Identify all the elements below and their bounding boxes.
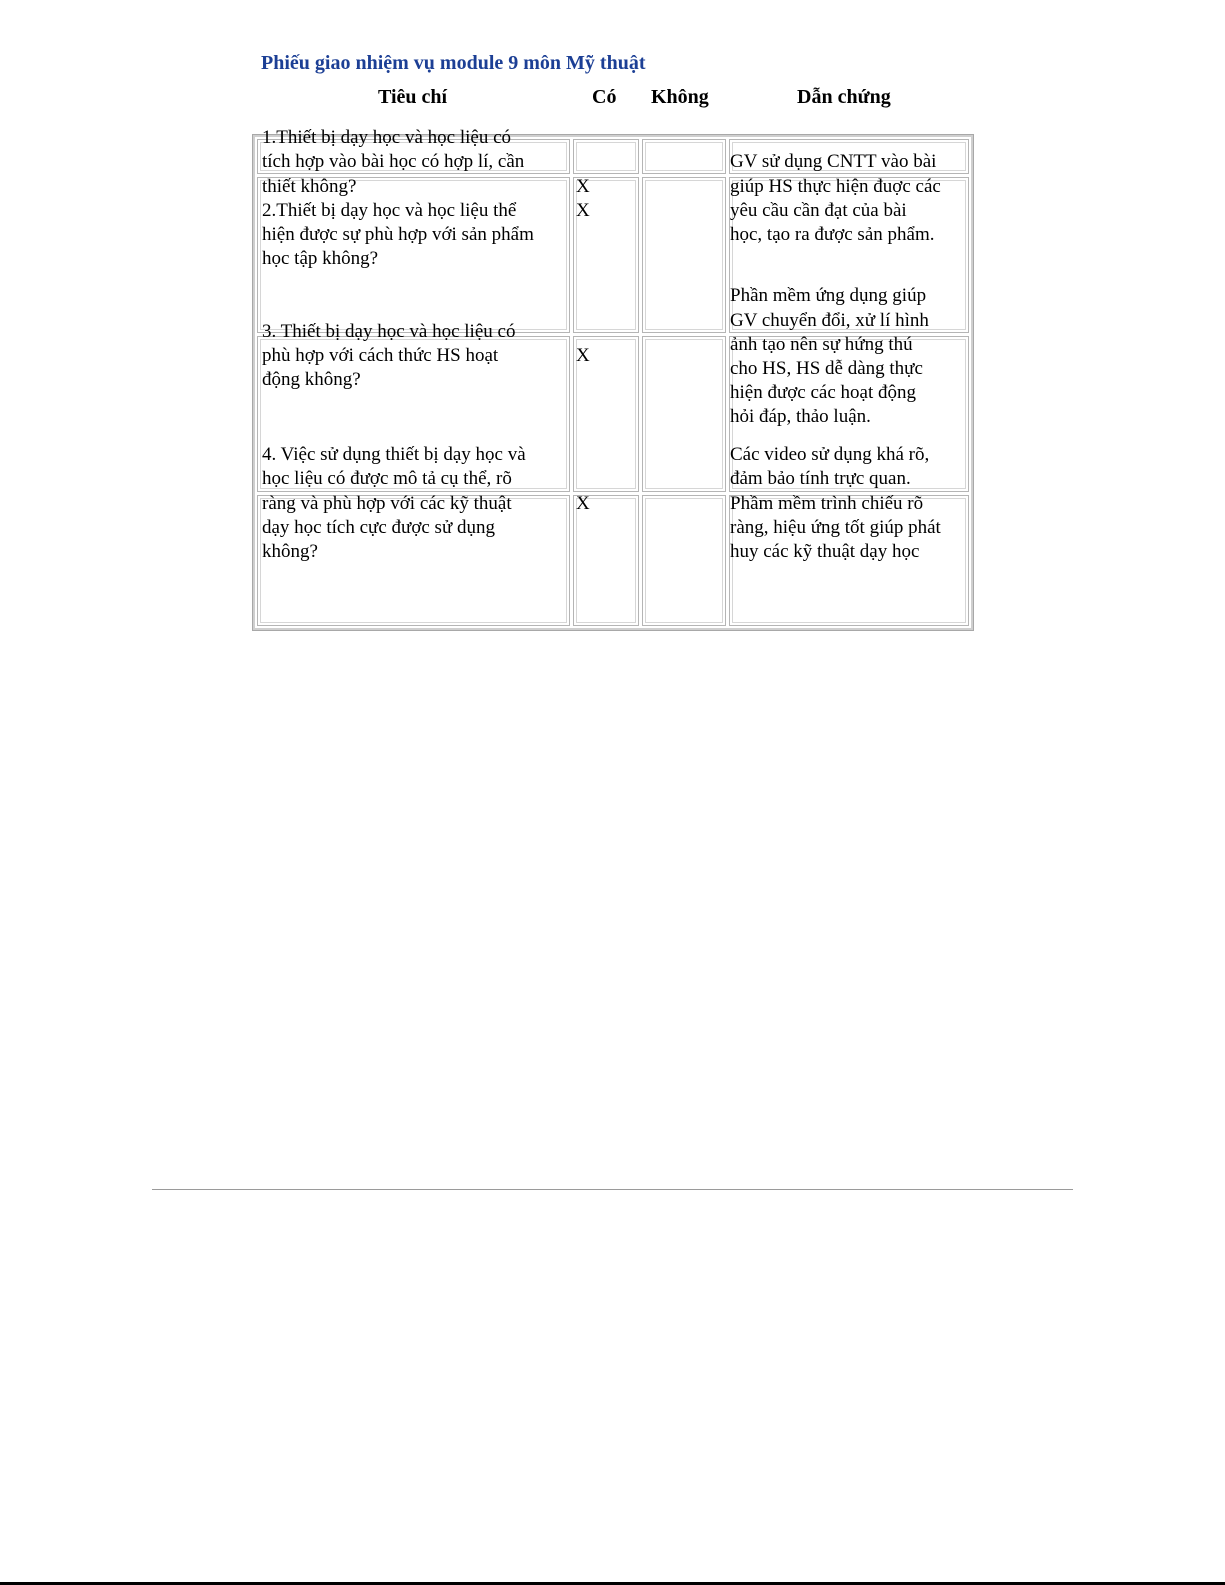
table-cell xyxy=(642,139,726,174)
document-title: Phiếu giao nhiệm vụ module 9 môn Mỹ thuật xyxy=(261,52,646,74)
yes-mark: X xyxy=(576,493,590,514)
evidence-line: GV sử dụng CNTT vào bài xyxy=(730,151,937,172)
table-cell xyxy=(642,336,726,492)
header-yes: Có xyxy=(592,86,617,108)
criteria-line: động không? xyxy=(262,369,361,390)
evidence-line: hỏi đáp, thảo luận. xyxy=(730,406,871,427)
evidence-line: huy các kỹ thuật dạy học xyxy=(730,541,920,562)
evidence-line: giúp HS thực hiện đuợc các xyxy=(730,176,941,197)
evidence-line: hiện được các hoạt động xyxy=(730,382,917,403)
criteria-line: 1.Thiết bị dạy học và học liệu có xyxy=(262,127,512,148)
yes-mark: X xyxy=(576,345,590,366)
table-cell xyxy=(642,495,726,626)
criteria-line: 4. Việc sử dụng thiết bị dạy học và xyxy=(262,444,526,465)
header-criteria: Tiêu chí xyxy=(378,86,448,108)
table-cell xyxy=(642,177,726,333)
evidence-line: học, tạo ra được sản phẩm. xyxy=(730,224,935,245)
evidence-line: đảm bảo tính trực quan. xyxy=(730,468,911,489)
header-evidence: Dẫn chứng xyxy=(797,86,891,108)
evidence-line: yêu cầu cần đạt của bài xyxy=(730,200,907,221)
header-no: Không xyxy=(651,86,709,108)
criteria-line: không? xyxy=(262,541,318,562)
criteria-line: phù hợp với cách thức HS hoạt xyxy=(262,345,499,366)
criteria-line: 3. Thiết bị dạy học và học liệu có xyxy=(262,321,516,342)
criteria-line: học liệu có được mô tả cụ thể, rõ xyxy=(262,468,512,489)
criteria-line: 2.Thiết bị dạy học và học liệu thể xyxy=(262,200,517,221)
evidence-line: GV chuyển đổi, xử lí hình xyxy=(730,310,929,331)
criteria-line: tích hợp vào bài học có hợp lí, cần xyxy=(262,151,525,172)
criteria-line: ràng và phù hợp với các kỹ thuật xyxy=(262,493,512,514)
evidence-line: ràng, hiệu ứng tốt giúp phát xyxy=(730,517,941,538)
evidence-line: Các video sử dụng khá rõ, xyxy=(730,444,930,465)
footer-divider xyxy=(152,1189,1073,1190)
evidence-line: Phần mềm ứng dụng giúp xyxy=(730,285,927,306)
table-cell xyxy=(573,139,639,174)
yes-mark: X xyxy=(576,176,590,197)
evidence-line: cho HS, HS dễ dàng thực xyxy=(730,358,923,379)
criteria-line: dạy học tích cực được sử dụng xyxy=(262,517,495,538)
yes-mark: X xyxy=(576,200,590,221)
evidence-line: ảnh tạo nên sự hứng thú xyxy=(730,334,913,355)
criteria-line: thiết không? xyxy=(262,176,357,197)
criteria-line: hiện được sự phù hợp với sản phẩm xyxy=(262,224,534,245)
criteria-line: học tập không? xyxy=(262,248,379,269)
evidence-line: Phầm mềm trình chiếu rõ xyxy=(730,493,924,514)
